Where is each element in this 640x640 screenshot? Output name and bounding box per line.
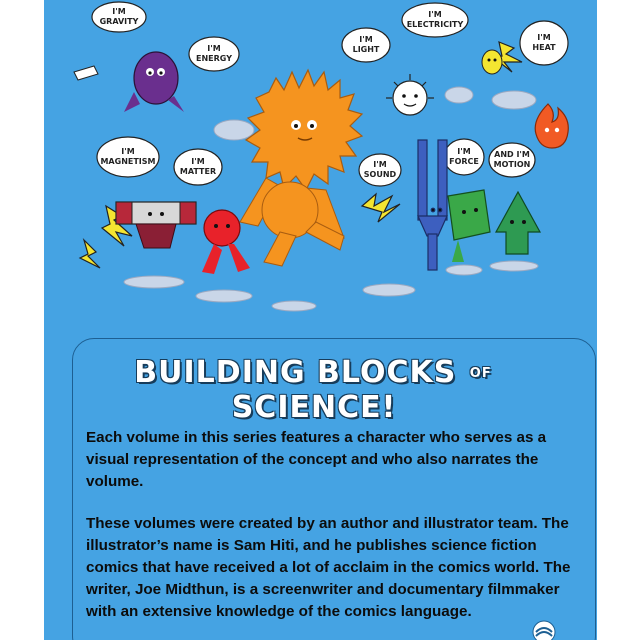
motion-character xyxy=(496,192,540,254)
bubble-heat: I'M HEAT xyxy=(532,33,556,52)
title-part-1: BUILDING BLOCKS xyxy=(134,355,457,390)
bubble-motion: AND I'M MOTION xyxy=(493,150,531,169)
bubble-sound: I'M SOUND xyxy=(363,160,397,179)
electricity-character xyxy=(482,50,502,74)
bubble-gravity: I'M GRAVITY xyxy=(99,7,139,26)
characters-illustration xyxy=(44,0,597,320)
force-character xyxy=(448,190,490,262)
series-title xyxy=(84,355,544,425)
magnetism-character xyxy=(116,202,196,248)
bubble-light: I'M LIGHT xyxy=(352,35,380,54)
sound-character xyxy=(418,140,447,270)
light-character xyxy=(386,74,434,115)
bubble-magnetism: I'M MAGNETISM xyxy=(100,147,156,166)
heat-character xyxy=(535,104,568,148)
bubble-electricity: I'M ELECTRICITY xyxy=(406,10,464,29)
bubble-energy: I'M ENERGY xyxy=(196,44,232,63)
bubble-matter: I'M MATTER xyxy=(179,157,217,176)
bubble-force: I'M FORCE xyxy=(449,147,479,166)
title-part-2: SCIENCE! xyxy=(231,390,397,425)
paragraph-series-description: Each volume in this series features a character who serves as a visual representation of the concept and who also narrates the volume. xyxy=(86,429,547,490)
title-of: OF xyxy=(469,366,492,381)
book-page xyxy=(44,0,597,640)
gravity-character xyxy=(74,52,184,112)
energy-character xyxy=(240,70,362,266)
paragraph-creators: These volumes were created by an author and illustrator team. The illustrator’s name is Sam Hiti, and he publishes science fiction comics that have received a lot of acclaim in the comics world. The writer, Joe Midthun, is a screenwriter and documentary filmmaker with an extensive knowledge of the comics language. xyxy=(86,515,571,620)
publisher-logo-icon xyxy=(532,620,556,640)
